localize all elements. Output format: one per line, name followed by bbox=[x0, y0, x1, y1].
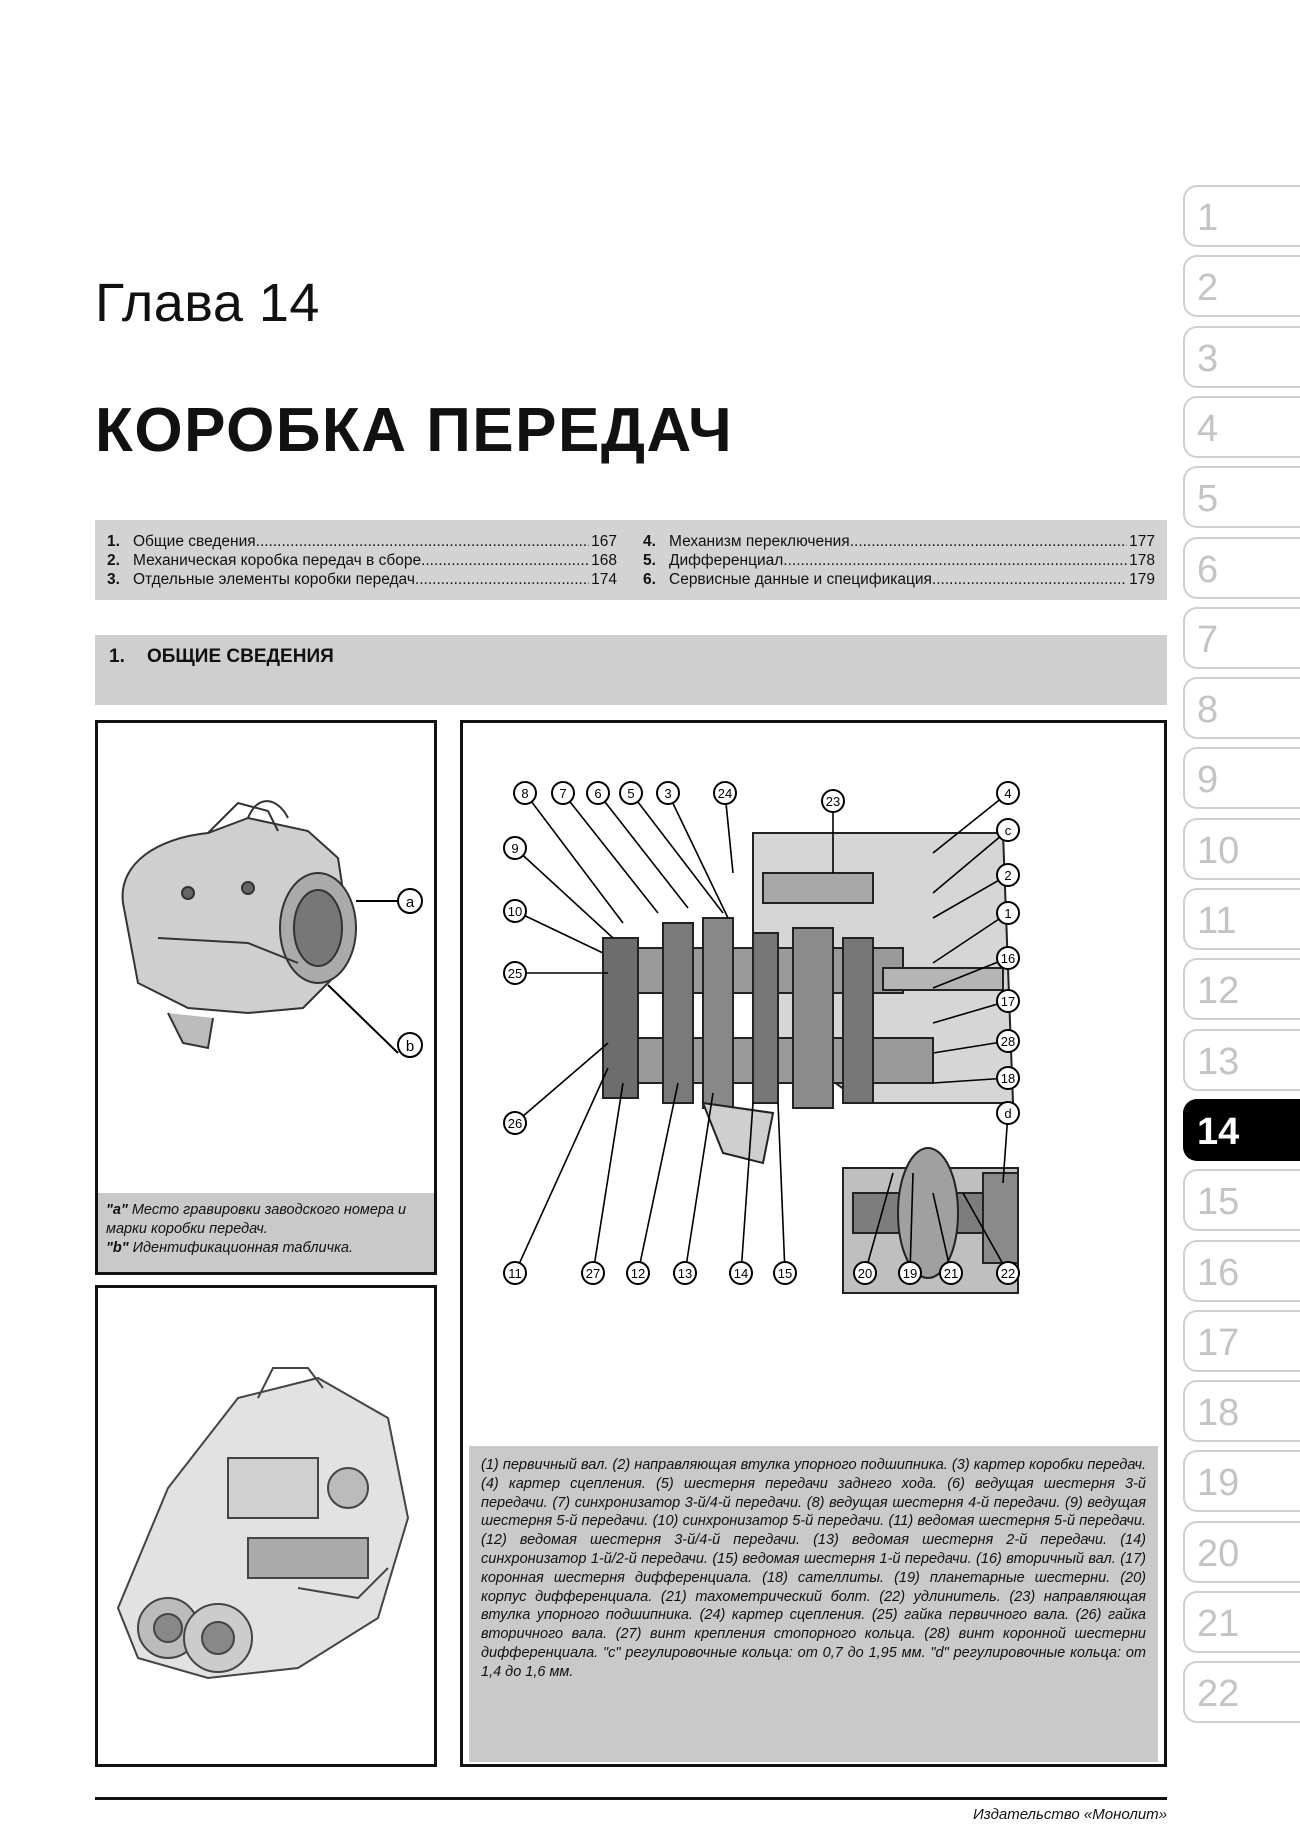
footer-divider bbox=[95, 1797, 1167, 1800]
toc-page: 168 bbox=[591, 552, 617, 569]
chapter-tab-20[interactable] bbox=[1183, 1521, 1300, 1583]
chapter-tab-label: 20 bbox=[1197, 1532, 1240, 1575]
toc-column-right bbox=[643, 532, 1155, 589]
chapter-tab-11[interactable] bbox=[1183, 888, 1300, 950]
chapter-tab-19[interactable] bbox=[1183, 1450, 1300, 1512]
page-title: КОРОБКА ПЕРЕДАЧ bbox=[95, 396, 734, 465]
chapter-tab-label: 6 bbox=[1197, 548, 1219, 591]
section-header bbox=[95, 635, 1167, 705]
callout-label-13: 13 bbox=[677, 1266, 693, 1281]
gearbox-cutaway-panel bbox=[95, 1285, 437, 1767]
toc-text: Общие сведения bbox=[133, 533, 256, 550]
chapter-tab-label: 14 bbox=[1197, 1110, 1240, 1153]
toc-item[interactable] bbox=[643, 532, 1155, 551]
toc-num: 4. bbox=[643, 533, 656, 550]
chapter-tab-2[interactable] bbox=[1183, 255, 1300, 317]
callout-label-2: 2 bbox=[1004, 868, 1012, 883]
callout-label-3: 3 bbox=[664, 786, 672, 801]
callout-leader bbox=[515, 848, 613, 938]
chapter-tab-label: 17 bbox=[1197, 1321, 1240, 1364]
chapter-tab-4[interactable] bbox=[1183, 396, 1300, 458]
callout-label-24: 24 bbox=[717, 786, 733, 801]
callout-leader bbox=[525, 793, 623, 923]
gearbox-diagram-panel bbox=[460, 720, 1167, 1767]
toc-num: 6. bbox=[643, 571, 656, 588]
chapter-tab-9[interactable] bbox=[1183, 747, 1300, 809]
toc-page: 179 bbox=[1129, 571, 1155, 588]
callout-leader bbox=[563, 793, 658, 913]
publisher-name: Издательство «Монолит» bbox=[973, 1806, 1167, 1823]
toc-page: 174 bbox=[591, 571, 617, 588]
callout-label-21: 21 bbox=[943, 1266, 959, 1281]
chapter-tab-6[interactable] bbox=[1183, 537, 1300, 599]
callout-label-18: 18 bbox=[1000, 1071, 1016, 1086]
caption-key-b: "b" bbox=[106, 1240, 129, 1256]
chapter-tab-16[interactable] bbox=[1183, 1240, 1300, 1302]
callout-leader bbox=[685, 1093, 713, 1273]
toc-text: Отдельные элементы коробки передач bbox=[133, 571, 415, 588]
chapter-tab-label: 1 bbox=[1197, 197, 1219, 239]
callout-label-d: d bbox=[1004, 1106, 1012, 1121]
callout-label-11: 11 bbox=[508, 1266, 522, 1281]
toc-num: 3. bbox=[107, 571, 120, 588]
chapter-tab-label: 8 bbox=[1197, 689, 1219, 732]
callout-label-10: 10 bbox=[507, 904, 523, 919]
callout-label-1: 1 bbox=[1004, 906, 1012, 921]
chapter-tab-label: 15 bbox=[1197, 1181, 1240, 1224]
chapter-tab-14[interactable] bbox=[1183, 1099, 1300, 1161]
chapter-tab-label: 5 bbox=[1197, 478, 1219, 521]
chapter-tab-label: 18 bbox=[1197, 1392, 1240, 1435]
chapter-tab-7[interactable] bbox=[1183, 607, 1300, 669]
callout-label-27: 27 bbox=[585, 1266, 601, 1281]
callout-label-4: 4 bbox=[1004, 786, 1012, 801]
chapter-tab-1[interactable] bbox=[1183, 185, 1300, 247]
chapter-tab-label: 21 bbox=[1197, 1603, 1240, 1645]
callout-label-15: 15 bbox=[777, 1266, 793, 1281]
toc-item[interactable] bbox=[107, 551, 617, 570]
caption-key-a: "a" bbox=[106, 1202, 128, 1218]
chapter-tab-8[interactable] bbox=[1183, 677, 1300, 739]
gearbox-exterior-illustration bbox=[98, 723, 434, 1193]
chapter-tab-label: 19 bbox=[1197, 1462, 1240, 1505]
toc-page: 167 bbox=[591, 533, 617, 550]
callout-label-12: 12 bbox=[630, 1266, 646, 1281]
chapter-tab-15[interactable] bbox=[1183, 1169, 1300, 1231]
callout-label-16: 16 bbox=[1000, 951, 1016, 966]
callout-label-8: 8 bbox=[521, 786, 529, 801]
toc-item[interactable] bbox=[107, 532, 617, 551]
table-of-contents bbox=[95, 520, 1167, 600]
callout-leader bbox=[515, 1068, 608, 1273]
chapter-tab-13[interactable] bbox=[1183, 1029, 1300, 1091]
callout-label-26: 26 bbox=[507, 1116, 523, 1131]
chapter-tab-label: 10 bbox=[1197, 829, 1240, 872]
photo-caption bbox=[98, 1193, 434, 1272]
toc-item[interactable] bbox=[107, 570, 617, 589]
chapter-tab-label: 9 bbox=[1197, 759, 1219, 802]
callout-label-17: 17 bbox=[1000, 994, 1016, 1009]
photo-label-b: b bbox=[405, 1038, 415, 1055]
toc-item[interactable] bbox=[643, 570, 1155, 589]
chapter-tab-label: 2 bbox=[1197, 267, 1219, 310]
callout-label-19: 19 bbox=[902, 1266, 918, 1281]
toc-page: 178 bbox=[1129, 552, 1155, 569]
toc-item[interactable] bbox=[643, 551, 1155, 570]
gearbox-photo-panel bbox=[95, 720, 437, 1275]
callout-label-6: 6 bbox=[594, 786, 602, 801]
section-title: ОБЩИЕ СВЕДЕНИЯ bbox=[147, 646, 334, 667]
toc-text: Дифференциал bbox=[669, 552, 784, 569]
chapter-tab-label: 7 bbox=[1197, 618, 1219, 661]
callout-label-20: 20 bbox=[857, 1266, 873, 1281]
gearbox-cutaway-illustration bbox=[98, 1288, 434, 1764]
toc-text: Механизм переключения bbox=[669, 533, 850, 550]
callout-leader bbox=[778, 1103, 785, 1273]
toc-text: Механическая коробка передач в сборе bbox=[133, 552, 422, 569]
toc-num: 2. bbox=[107, 552, 120, 569]
chapter-tab-12[interactable] bbox=[1183, 958, 1300, 1020]
callout-label-22: 22 bbox=[1000, 1266, 1016, 1281]
gearbox-section-diagram bbox=[463, 723, 1164, 1443]
chapter-tab-22[interactable] bbox=[1183, 1661, 1300, 1723]
callout-label-7: 7 bbox=[559, 786, 567, 801]
chapter-tab-label: 12 bbox=[1197, 970, 1240, 1013]
callout-label-25: 25 bbox=[507, 966, 523, 981]
chapter-tab-18[interactable] bbox=[1183, 1380, 1300, 1442]
chapter-tab-10[interactable] bbox=[1183, 818, 1300, 880]
chapter-tab-label: 16 bbox=[1197, 1251, 1240, 1294]
chapter-tab-5[interactable] bbox=[1183, 466, 1300, 528]
chapter-tab-21[interactable] bbox=[1183, 1591, 1300, 1653]
caption-text-a: Место гравировки заводского номера и марки коробки передач. bbox=[106, 1202, 407, 1237]
chapter-tab-label: 11 bbox=[1197, 900, 1237, 942]
caption-text-b: Идентификационная табличка. bbox=[128, 1240, 354, 1256]
toc-page: 177 bbox=[1129, 533, 1155, 550]
callout-label-23: 23 bbox=[825, 794, 841, 809]
callout-leader bbox=[725, 793, 733, 873]
photo-label-a: a bbox=[405, 894, 415, 911]
toc-num: 5. bbox=[643, 552, 656, 569]
chapter-tab-label: 22 bbox=[1197, 1673, 1240, 1716]
toc-num: 1. bbox=[107, 533, 120, 550]
callout-leader bbox=[593, 1083, 623, 1273]
toc-column-left bbox=[107, 532, 617, 589]
callout-label-14: 14 bbox=[733, 1266, 749, 1281]
callout-leader bbox=[668, 793, 728, 918]
callout-leader bbox=[638, 1083, 678, 1273]
callout-label-5: 5 bbox=[627, 786, 635, 801]
callout-label-28: 28 bbox=[1000, 1034, 1016, 1049]
chapter-tab-label: 13 bbox=[1197, 1040, 1240, 1083]
section-number: 1. bbox=[109, 646, 125, 667]
chapter-tab-3[interactable] bbox=[1183, 326, 1300, 388]
chapter-tab-17[interactable] bbox=[1183, 1310, 1300, 1372]
chapter-tab-label: 3 bbox=[1197, 337, 1219, 380]
callout-label-c: c bbox=[1004, 823, 1012, 838]
callout-leader bbox=[515, 1043, 608, 1123]
diagram-legend: (1) первичный вал. (2) направляющая втулка упорного подшипника. (3) картер коробки передач.(4) картер сцепления. (5) шестерня передачи заднего хода. (6) ведущая шестерня 3-й передачи. (7) синхронизатор 3-й/4-й передачи. (8) ведущая шестерня 4-й передачи. (9) ведущая шестерня 5-й передачи. (10) синхронизатор 5-й передачи. (11) ведомая шестерня 5-й передачи. (12) ведомая шестерня 3-й/4-й передачи. (13) ведомая шестерня 2-й передачи. (14) синхронизатор 1-й/2-й передачи. (15) ведомая шестерня 1-й передачи. (16) вторичный вал. (17) коронная шестерня дифференциала. (18) сателлиты. (19) планетарные шестерни. (20) корпус дифференциала. (21) тахометрический болт. (22) удлинитель. (23) направляющая втулка упорного подшипника. (24) картер сцепления. (25) гайка первичного вала. (26) гайка вторичного вала. (27) винт крепления стопорного кольца. (28) винт коронной шестерни дифференциала. "c" регулировочные кольца: от 0,7 до 1,95 мм. "d" регулировочные кольца: от 1,4 до 1,6 мм. bbox=[469, 1446, 1158, 1762]
toc-text: Сервисные данные и спецификация bbox=[669, 571, 932, 588]
callout-label-9: 9 bbox=[511, 841, 519, 856]
chapter-label: Глава 14 bbox=[95, 273, 320, 333]
chapter-tab-label: 4 bbox=[1197, 407, 1219, 450]
